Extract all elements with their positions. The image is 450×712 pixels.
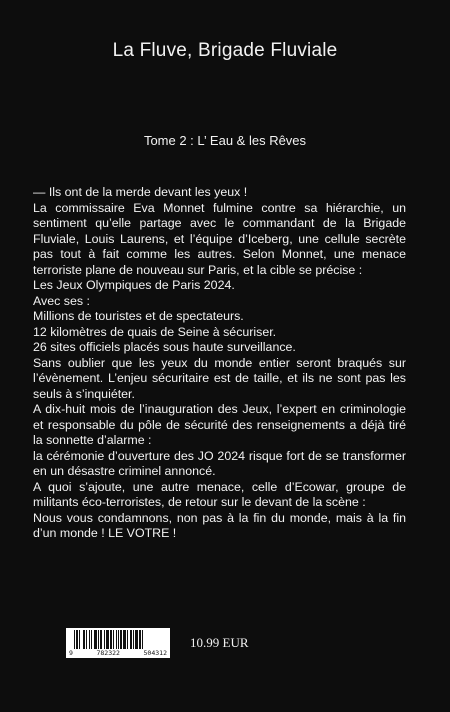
blurb-paragraph: Nous vous condamnons, non pas à la fin du monde, mais à la fin d’un monde ! LE VOTRE ! [33, 510, 406, 540]
barcode-bar [110, 630, 112, 649]
barcode-bar [94, 630, 97, 649]
barcode-bar [83, 630, 85, 649]
barcode-bar [142, 630, 143, 649]
isbn-barcode [66, 628, 170, 658]
barcode-bars [66, 628, 170, 650]
blurb-paragraph: Sans oublier que les yeux du monde entier seront braqués sur l’évènement. L’enjeu sécuritaire est de taille, et ils ne sont pas les seuls à s’inquiéter. [33, 355, 406, 401]
blurb-paragraph: La commissaire Eva Monnet fulmine contre sa hiérarchie, un sentiment qu’elle partage avec le commandant de la Brigade Fluviale, Louis Laurens, et l’équipe d’Iceberg, une cellule secrète pas tout à fait comme les autres. Selon Monnet, une menace terroriste plane de nouveau sur Paris, et la cible se précise : [33, 200, 406, 277]
blurb-paragraph: Millions de touristes et de spectateurs. [33, 309, 244, 323]
blurb-paragraph: Les Jeux Olympiques de Paris 2024. [33, 278, 235, 292]
barcode-bar [98, 630, 99, 649]
barcode-bar [120, 630, 122, 649]
barcode-bar [91, 630, 92, 649]
barcode-bar [133, 630, 134, 649]
price-label: 10.99 EUR [190, 635, 249, 650]
barcode-bar [130, 630, 132, 649]
book-title: La Fluve, Brigade Fluviale [112, 40, 338, 61]
barcode-bar [135, 630, 138, 649]
barcode-bar [79, 630, 80, 649]
barcode-number [66, 649, 170, 657]
barcode-bar [74, 630, 75, 649]
blurb-paragraph: A dix-huit mois de l’inauguration des Jeux, l’expert en criminologie et responsable du pôle de sécurité des renseignements a déjà tiré la sonnette d’alarme : [33, 402, 406, 447]
blurb-paragraph: 12 kilomètres de quais de Seine à sécuriser. [33, 324, 277, 339]
book-subtitle: Tome 2 : L’ Eau & les Rêves [143, 133, 307, 148]
blurb-paragraph: Avec ses : [33, 293, 90, 308]
barcode-bar [118, 630, 119, 649]
blurb-paragraph: A quoi s’ajoute, une autre menace, celle d’Ecowar, groupe de militants éco-terroristes, de retour sur le devant de la scène : [33, 479, 406, 509]
barcode-digit-group: 504312 [143, 649, 167, 657]
blurb-paragraph: la cérémonie d’ouverture des JO 2024 risque fort de se transformer en un désastre criminel annoncé. [33, 448, 406, 478]
barcode-bar [116, 630, 117, 649]
barcode-bar [127, 630, 128, 649]
barcode-bar [104, 630, 105, 649]
blurb-text [33, 185, 406, 542]
barcode-bar [106, 630, 109, 649]
barcode-bar [139, 630, 141, 649]
blurb-paragraph: 26 sites officiels placés sous haute surveillance. [33, 340, 296, 354]
barcode-bar [76, 630, 78, 649]
barcode-digit-group: 9 [69, 649, 73, 657]
barcode-bar [123, 630, 126, 649]
blurb-paragraph: — Ils ont de la merde devant les yeux ! [33, 185, 248, 199]
barcode-digit-group: 782322 [96, 649, 120, 657]
barcode-bar [100, 630, 102, 649]
barcode-bar [86, 630, 87, 649]
barcode-bar [89, 630, 90, 649]
barcode-bar [113, 630, 114, 649]
